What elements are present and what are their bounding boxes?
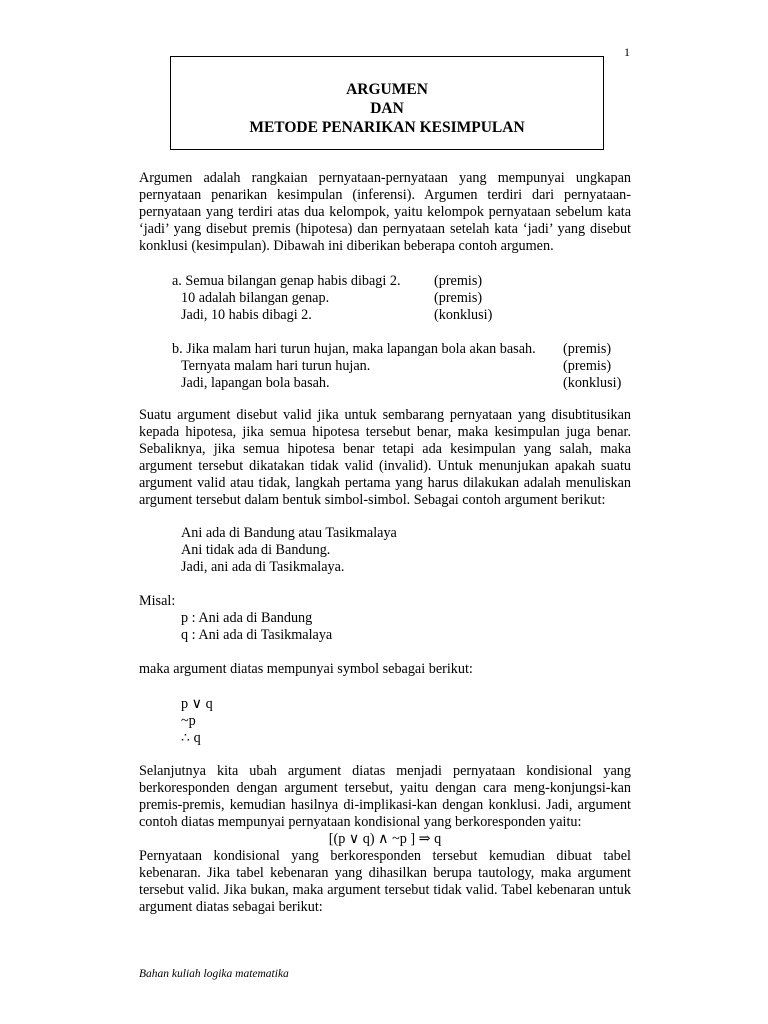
footer-text: Bahan kuliah logika matematika <box>139 968 289 980</box>
misal-label: Misal: <box>139 593 176 609</box>
title-line: DAN <box>370 100 404 117</box>
symbol-line: ∴ q <box>181 730 201 746</box>
text-line: Ani tidak ada di Bandung. <box>181 542 331 558</box>
example-line: Ternyata malam hari turun hujan. <box>181 358 371 374</box>
text-line: Ani ada di Bandung atau Tasikmalaya <box>181 525 397 541</box>
example-label: (premis) <box>563 358 612 374</box>
example-label: (konklusi) <box>434 307 493 323</box>
formula: [(p ∨ q) ∧ ~p ] ⇒ q <box>328 831 442 847</box>
example-label: (premis) <box>434 290 483 306</box>
symbol-intro: maka argument diatas mempunyai symbol sebagai berikut: <box>139 661 473 677</box>
text-line: Jadi, ani ada di Tasikmalaya. <box>181 559 345 575</box>
text-line: ‘jadi’ yang disebut premis (hipotesa) dan pernyataan setelah kata ‘jadi’ yang disebut <box>139 221 631 237</box>
text-line: contoh diatas mempunyai pernyataan kondisional yang berkoresponden yaitu: <box>139 814 582 830</box>
example-line: Jadi, lapangan bola basah. <box>181 375 330 391</box>
misal-item: q : Ani ada di Tasikmalaya <box>181 627 333 643</box>
title-line: METODE PENARIKAN KESIMPULAN <box>249 119 525 136</box>
text-line: premis-premis, kemudian hasilnya di-implikasi-kan dengan konklusi. Jadi, argument <box>139 797 631 813</box>
example-label: (premis) <box>434 273 483 289</box>
example-line: b. Jika malam hari turun hujan, maka lapangan bola akan basah. <box>172 341 536 357</box>
truth-table-paragraph <box>139 848 631 916</box>
text-line: Selanjutnya kita ubah argument diatas menjadi pernyataan kondisional yang <box>139 763 631 779</box>
text-line: tersebut valid. Jika bukan, maka argument tersebut tidak valid. Tabel kebenaran untuk <box>139 882 631 898</box>
text-line: argument diatas sebagai berikut: <box>139 899 323 915</box>
text-line: konklusi (kesimpulan). Dibawah ini diberikan beberapa contoh argumen. <box>139 238 554 254</box>
text-line: argument tersebut dalam bentuk simbol-simbol. Sebagai contoh argument berikut: <box>139 492 606 508</box>
title-box <box>170 56 604 150</box>
conditional-paragraph <box>139 763 631 831</box>
text-line: argument tersebut dikatakan tidak valid (invalid). Untuk menunjukan apakah suatu <box>139 458 631 474</box>
text-line: Pernyataan kondisional yang berkoresponden tersebut kemudian dibuat tabel <box>139 848 631 864</box>
text-line: Sebaliknya, jika semua hipotesa benar tetapi ada kesimpulan yang salah, maka <box>139 441 631 457</box>
symbol-line: p ∨ q <box>181 696 213 712</box>
text-line: berkoresponden dengan argument tersebut, yaitu dengan cara meng-konjungsi-kan <box>139 780 631 796</box>
text-line: Suatu argument disebut valid jika untuk sembarang pernyataan yang disubtitusikan <box>139 407 631 423</box>
title-line: ARGUMEN <box>346 81 428 98</box>
intro-paragraph <box>139 170 631 255</box>
text-line: argument valid atau tidak, langkah pertama yang harus dilakukan adalah menuliskan <box>139 475 631 491</box>
example-label: (premis) <box>563 341 612 357</box>
text-line: pernyataan yang terdiri atas dua kelompok, yaitu kelompok pernyataan sebelum kata <box>139 204 631 220</box>
symbol-line: ~p <box>181 713 196 729</box>
misal-item: p : Ani ada di Bandung <box>181 610 313 626</box>
validity-paragraph <box>139 407 631 509</box>
text-line: kebenaran. Jika tabel kebenaran yang dihasilkan berupa tautology, maka argument <box>139 865 631 881</box>
text-line: kepada hipotesa, jika semua hipotesa tersebut benar, maka kesimpulan juga benar. <box>139 424 631 440</box>
ani-example <box>181 525 581 576</box>
text-line: pernyataan penarikan kesimpulan (inferensi). Argumen terdiri dari pernyataan- <box>139 187 631 203</box>
example-line: 10 adalah bilangan genap. <box>181 290 330 306</box>
page-number: 1 <box>624 45 630 59</box>
text-line: Argumen adalah rangkaian pernyataan-pernyataan yang mempunyai ungkapan <box>139 170 631 186</box>
example-label: (konklusi) <box>563 375 622 391</box>
example-line: a. Semua bilangan genap habis dibagi 2. <box>172 273 401 289</box>
example-line: Jadi, 10 habis dibagi 2. <box>181 307 312 323</box>
